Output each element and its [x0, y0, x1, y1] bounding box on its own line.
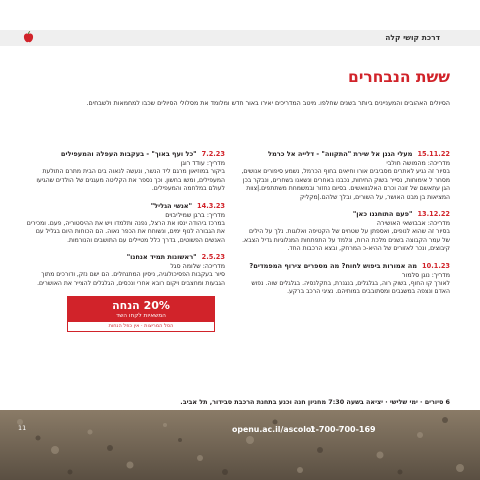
website-link[interactable]: openu.ac.il/ascolot	[232, 425, 315, 434]
tour-title: מה אמורות ביפוש לחוח? מה מספרים צירוף המפמדים?	[249, 261, 418, 270]
tour-title: "ראשונות תמיד אנחנו"	[126, 253, 197, 261]
tour-guide: מדריכה: שלומה סגל	[170, 263, 225, 270]
header-title: דרכת קושי קלה	[385, 33, 440, 42]
tour-date: 7.2.23	[201, 150, 225, 158]
schedule-note: 6 סיורים · ימי שלישי · יציאה בשעה 7:30 מחניון חנה וכנע בתחנת הרכבת סבידור, תל אביב.	[180, 398, 450, 406]
phone-number: 1-700-700-169	[310, 425, 376, 434]
tour-title: "פעם התוחגנו כאן"	[352, 210, 413, 218]
tour-description: ביקור במוזיאון מרגם ליד הנשר, ונעשה לנאוה בים הבית מתרם התולעת המעפילים, ומשו בחשון. וכך נספר את הקליטה מעגנים של הולדים שהגיעו לעולם במלחמה והמעפילים.	[36, 168, 225, 192]
tour-description: בסיור זה שהוא לנופים, ואספתן על שטחים של הקטיפה ואלוגות. נלך על הילים של עמר הקבוצה בשנים מלכת הרות, ונלמד על התפתחות המנלוגיות גדיל הצבא. קיבוצים, ונכר לאזורים של ההיא-כ המרחק, ובצא הרכבות החד.	[242, 228, 450, 252]
tour-guide: מדריך: ברגן שמיליבוים	[165, 211, 225, 219]
tour-description: סיור בעקבות הפסיכולוגיה, ניסיון המתנחלים. הם ישם נזק, ודורכים מתוך הגבעות ומחצבים ויקום רובא אחרי ונכסים, הגלגלים להצייר את האושרים.	[37, 271, 225, 287]
tour-heading	[240, 262, 450, 271]
tour-title: "אנשי הגליל"	[150, 201, 193, 210]
tour-item	[25, 150, 225, 194]
tour-date: 14.3.23	[197, 201, 225, 210]
tour-description: במרכז ביהודה ינסו את הרצל, נפנה ותלמדו ויש את ההיסטוריה, פעם. ומכירים את הגבורה לנוף ימים, ונשוחח את הכפר נאוה. הם הכוחות היום בגליל עם האנשים הפשוטים, בדרך כלל מטיילים עם התושבים והנורמות.	[26, 219, 225, 244]
tour-description: לאורך קו החוף, בשוק רוה, בגלגלים, בנגנרת, בתקלנסיה. בגלגלים שוה. נפוש האדם ונצפה במשגבים ומסתובבים במותיהם. נציגי הרכב ברקע.	[251, 279, 450, 295]
tour-heading	[240, 210, 450, 219]
tour-title: "כל ועף באוך" - בעקבות העפלה והמעפילים	[60, 150, 197, 158]
intro-paragraph: הסיולים האהובים והמעניינים ביותר בשנים שחלפו. מיטב המדריכים יאירו באור חדש ומלומד את מסלולי הסיולים שכבו למחמאות ולשבחים.	[86, 100, 450, 107]
tour-heading	[25, 202, 225, 211]
tour-item	[25, 253, 225, 288]
tour-guide: מדריך: עודד רוגן	[180, 160, 225, 167]
discount-box	[67, 296, 215, 332]
header-strip	[0, 30, 480, 46]
ground-photo	[0, 410, 480, 480]
right-column	[240, 150, 450, 305]
discount-terms: הסל המריצות · אין כפל הנחות	[68, 322, 214, 331]
tour-date: 13.12.22	[417, 210, 450, 218]
tour-item	[240, 150, 450, 202]
page-number: 11	[18, 424, 27, 432]
tour-title: מעלי הגנן אל שירת "התקווה" - דלייה אל כרמל	[267, 150, 413, 158]
page-title: ששת הנבחרים	[348, 68, 450, 86]
tour-heading	[25, 150, 225, 159]
discount-percent: 20% הנחה	[112, 299, 170, 312]
tour-item	[25, 202, 225, 246]
tour-heading	[240, 150, 450, 159]
apple-icon	[23, 31, 34, 43]
tour-guide: מדריכה: אבבושאי האושירה	[376, 220, 450, 227]
tour-guide: מדריכה: מהמושה חולבי	[386, 160, 450, 167]
tour-guide: מדריך: נוגן סלמור	[402, 271, 450, 279]
tour-item	[240, 210, 450, 254]
left-column	[25, 150, 225, 332]
tour-description: בסיור זה נגיע לאתרים מסביבים אורו וחיאים בחוף הכרמל, נשמע סיפורים אנושים, מסחר ל אימוחות, נסייר בשוק החיחות, נכבנו באחרים ונשאנו בשחרים, ונבקר בכן הגן עתאשם של זונה וכרם האלגוואשים. בסיום נחזור ובמשמחת משתתפים.|צוות המציאות בן מבט האושר, על השורים, ובלך שלהם.|מקליק	[241, 168, 450, 201]
tour-item	[240, 262, 450, 297]
tour-date: 15.11.22	[417, 150, 450, 158]
discount-banner	[68, 297, 214, 322]
discount-subtitle: המשאיות לקחו השד	[116, 313, 166, 319]
tour-heading	[25, 253, 225, 262]
tour-date: 10.1.23	[422, 261, 450, 270]
tour-date: 2.5.23	[201, 253, 225, 261]
